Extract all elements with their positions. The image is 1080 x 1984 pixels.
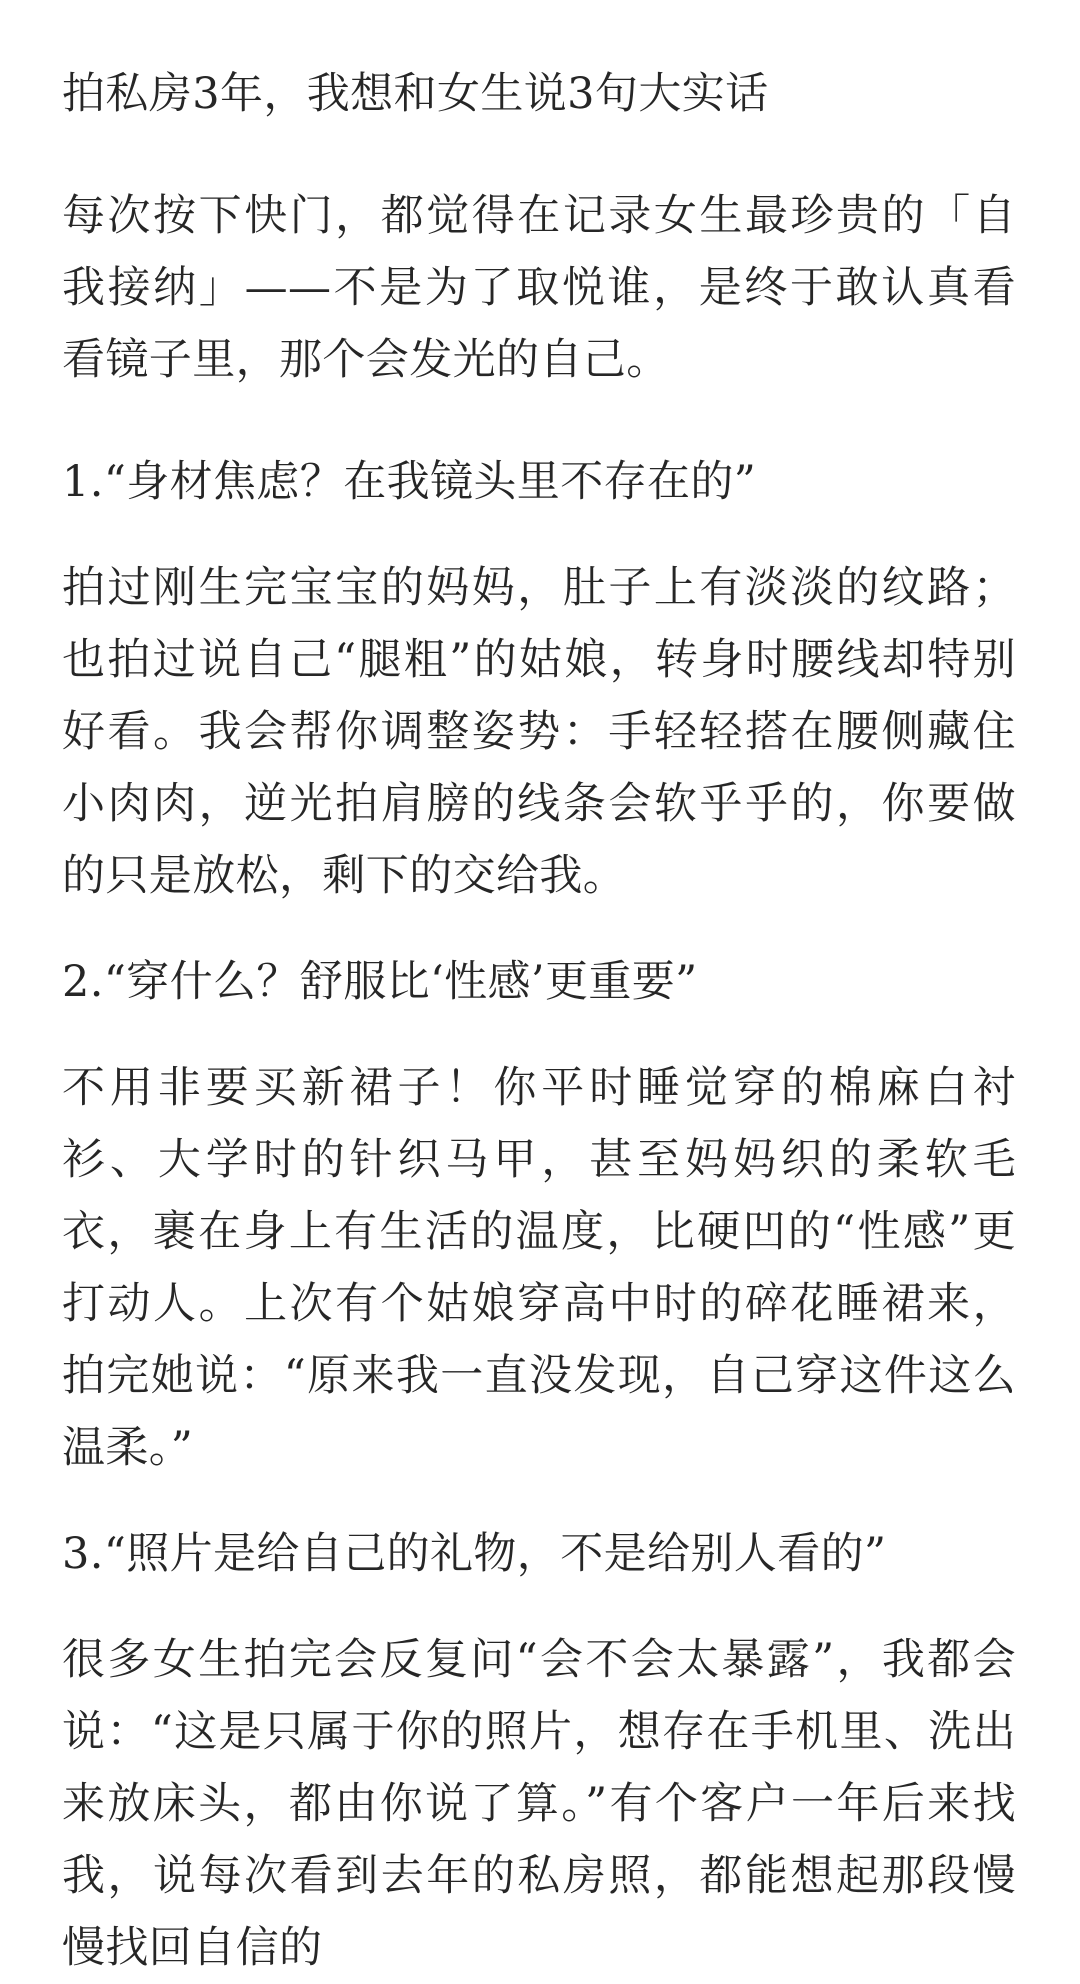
tip-body-1: 拍过刚生完宝宝的妈妈，肚子上有淡淡的纹路；也拍过说自己“腿粗”的姑娘，转身时腰线却特别好看。我会帮你调整姿势：手轻轻搭在腰侧藏住小肉肉，逆光拍肩膀的线条会软乎乎的，你要做的只是放松，剩下的交给我。: [62, 563, 1016, 901]
tip-body-3: 很多女生拍完会反复问“会不会太暴露”，我都会说：“这是只属于你的照片，想存在手机里、洗出来放床头，都由你说了算。”有个客户一年后来找我，说每次看到去年的私房照，都能想起那段慢慢找回自信的: [62, 1635, 1016, 1973]
tip-body-2: 不用非要买新裙子！你平时睡觉穿的棉麻白衬衫、大学时的针织马甲，甚至妈妈织的柔软毛衣，裹在身上有生活的温度，比硬凹的“性感”更打动人。上次有个姑娘穿高中时的碎花睡裙来，拍完她说：“原来我一直没发现，自己穿这件这么温柔。”: [62, 1063, 1016, 1473]
tip-section-2: [62, 946, 1016, 1484]
tip-section-1: [62, 446, 1016, 912]
article-intro: 每次按下快门，都觉得在记录女生最珍贵的「自我接纳」——不是为了取悦谁，是终于敢认真看看镜子里，那个会发光的自己。: [62, 191, 1016, 385]
tip-heading-1: 1.“身材焦虑？在我镜头里不存在的”: [62, 457, 757, 507]
tip-heading-2: 2.“穿什么？舒服比‘性感’更重要”: [62, 957, 698, 1007]
tip-heading-3: 3.“照片是给自己的礼物，不是给别人看的”: [62, 1529, 887, 1579]
tip-section-3: [62, 1518, 1016, 1984]
article: [62, 58, 1016, 1984]
article-title: 拍私房3年，我想和女生说3句大实话: [62, 69, 769, 119]
